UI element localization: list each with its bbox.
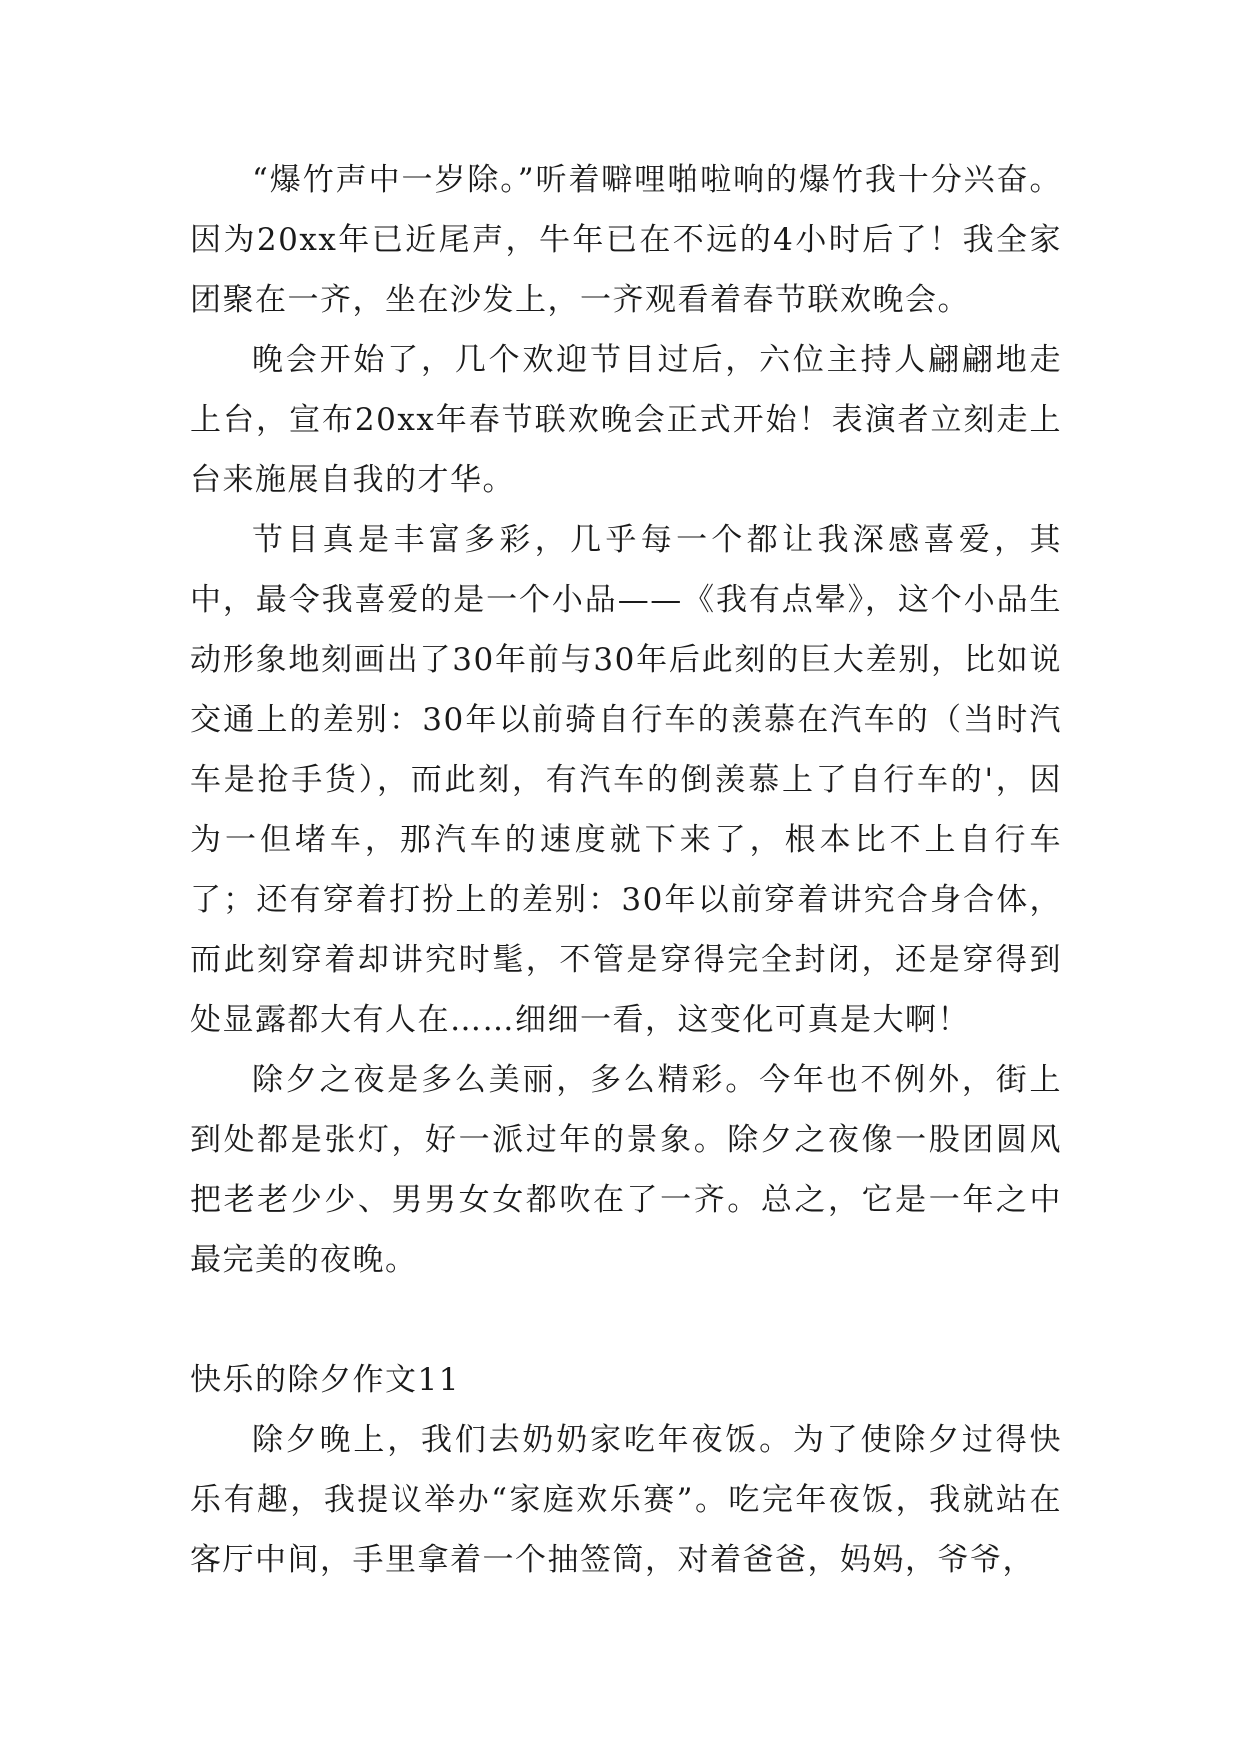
paragraph: 节目真是丰富多彩，几乎每一个都让我深感喜爱，其中，最令我喜爱的是一个小品——《我有点晕》，这个小品生动形象地刻画出了30年前与30年后此刻的巨大差别，比如说交通上的差别：30年以前骑自行车的羡慕在汽车的（当时汽车是抢手货），而此刻，有汽车的倒羡慕上了自行车的'，因为一但堵车，那汽车的速度就下来了，根本比不上自行车了；还有穿着打扮上的差别：30年以前穿着讲究合身合体，而此刻穿着却讲究时髦，不管是穿得完全封闭，还是穿得到处显露都大有人在……细细一看，这变化可真是大啊！ bbox=[190, 522, 1062, 1038]
paragraph: 除夕之夜是多么美丽，多么精彩。今年也不例外，街上到处都是张灯，好一派过年的景象。除夕之夜像一股团圆风把老老少少、男男女女都吹在了一齐。总之，它是一年之中最完美的夜晚。 bbox=[190, 1062, 1062, 1278]
paragraph: 除夕晚上，我们去奶奶家吃年夜饭。为了使除夕过得快乐有趣，我提议举办“家庭欢乐赛”。吃完年夜饭，我就站在客厅中间，手里拿着一个抽签筒，对着爸爸，妈妈，爷爷， bbox=[190, 1422, 1062, 1578]
paragraph: 晚会开始了，几个欢迎节目过后，六位主持人翩翩地走上台，宣布20xx年春节联欢晚会正式开始！表演者立刻走上台来施展自我的才华。 bbox=[190, 342, 1062, 498]
paragraph: “爆竹声中一岁除。”听着噼哩啪啦响的爆竹我十分兴奋。因为20xx年已近尾声，牛年已在不远的4小时后了！我全家团聚在一齐，坐在沙发上，一齐观看着春节联欢晚会。 bbox=[190, 162, 1062, 318]
section-title: 快乐的除夕作文11 bbox=[190, 1362, 460, 1398]
document-page bbox=[190, 150, 1062, 1590]
